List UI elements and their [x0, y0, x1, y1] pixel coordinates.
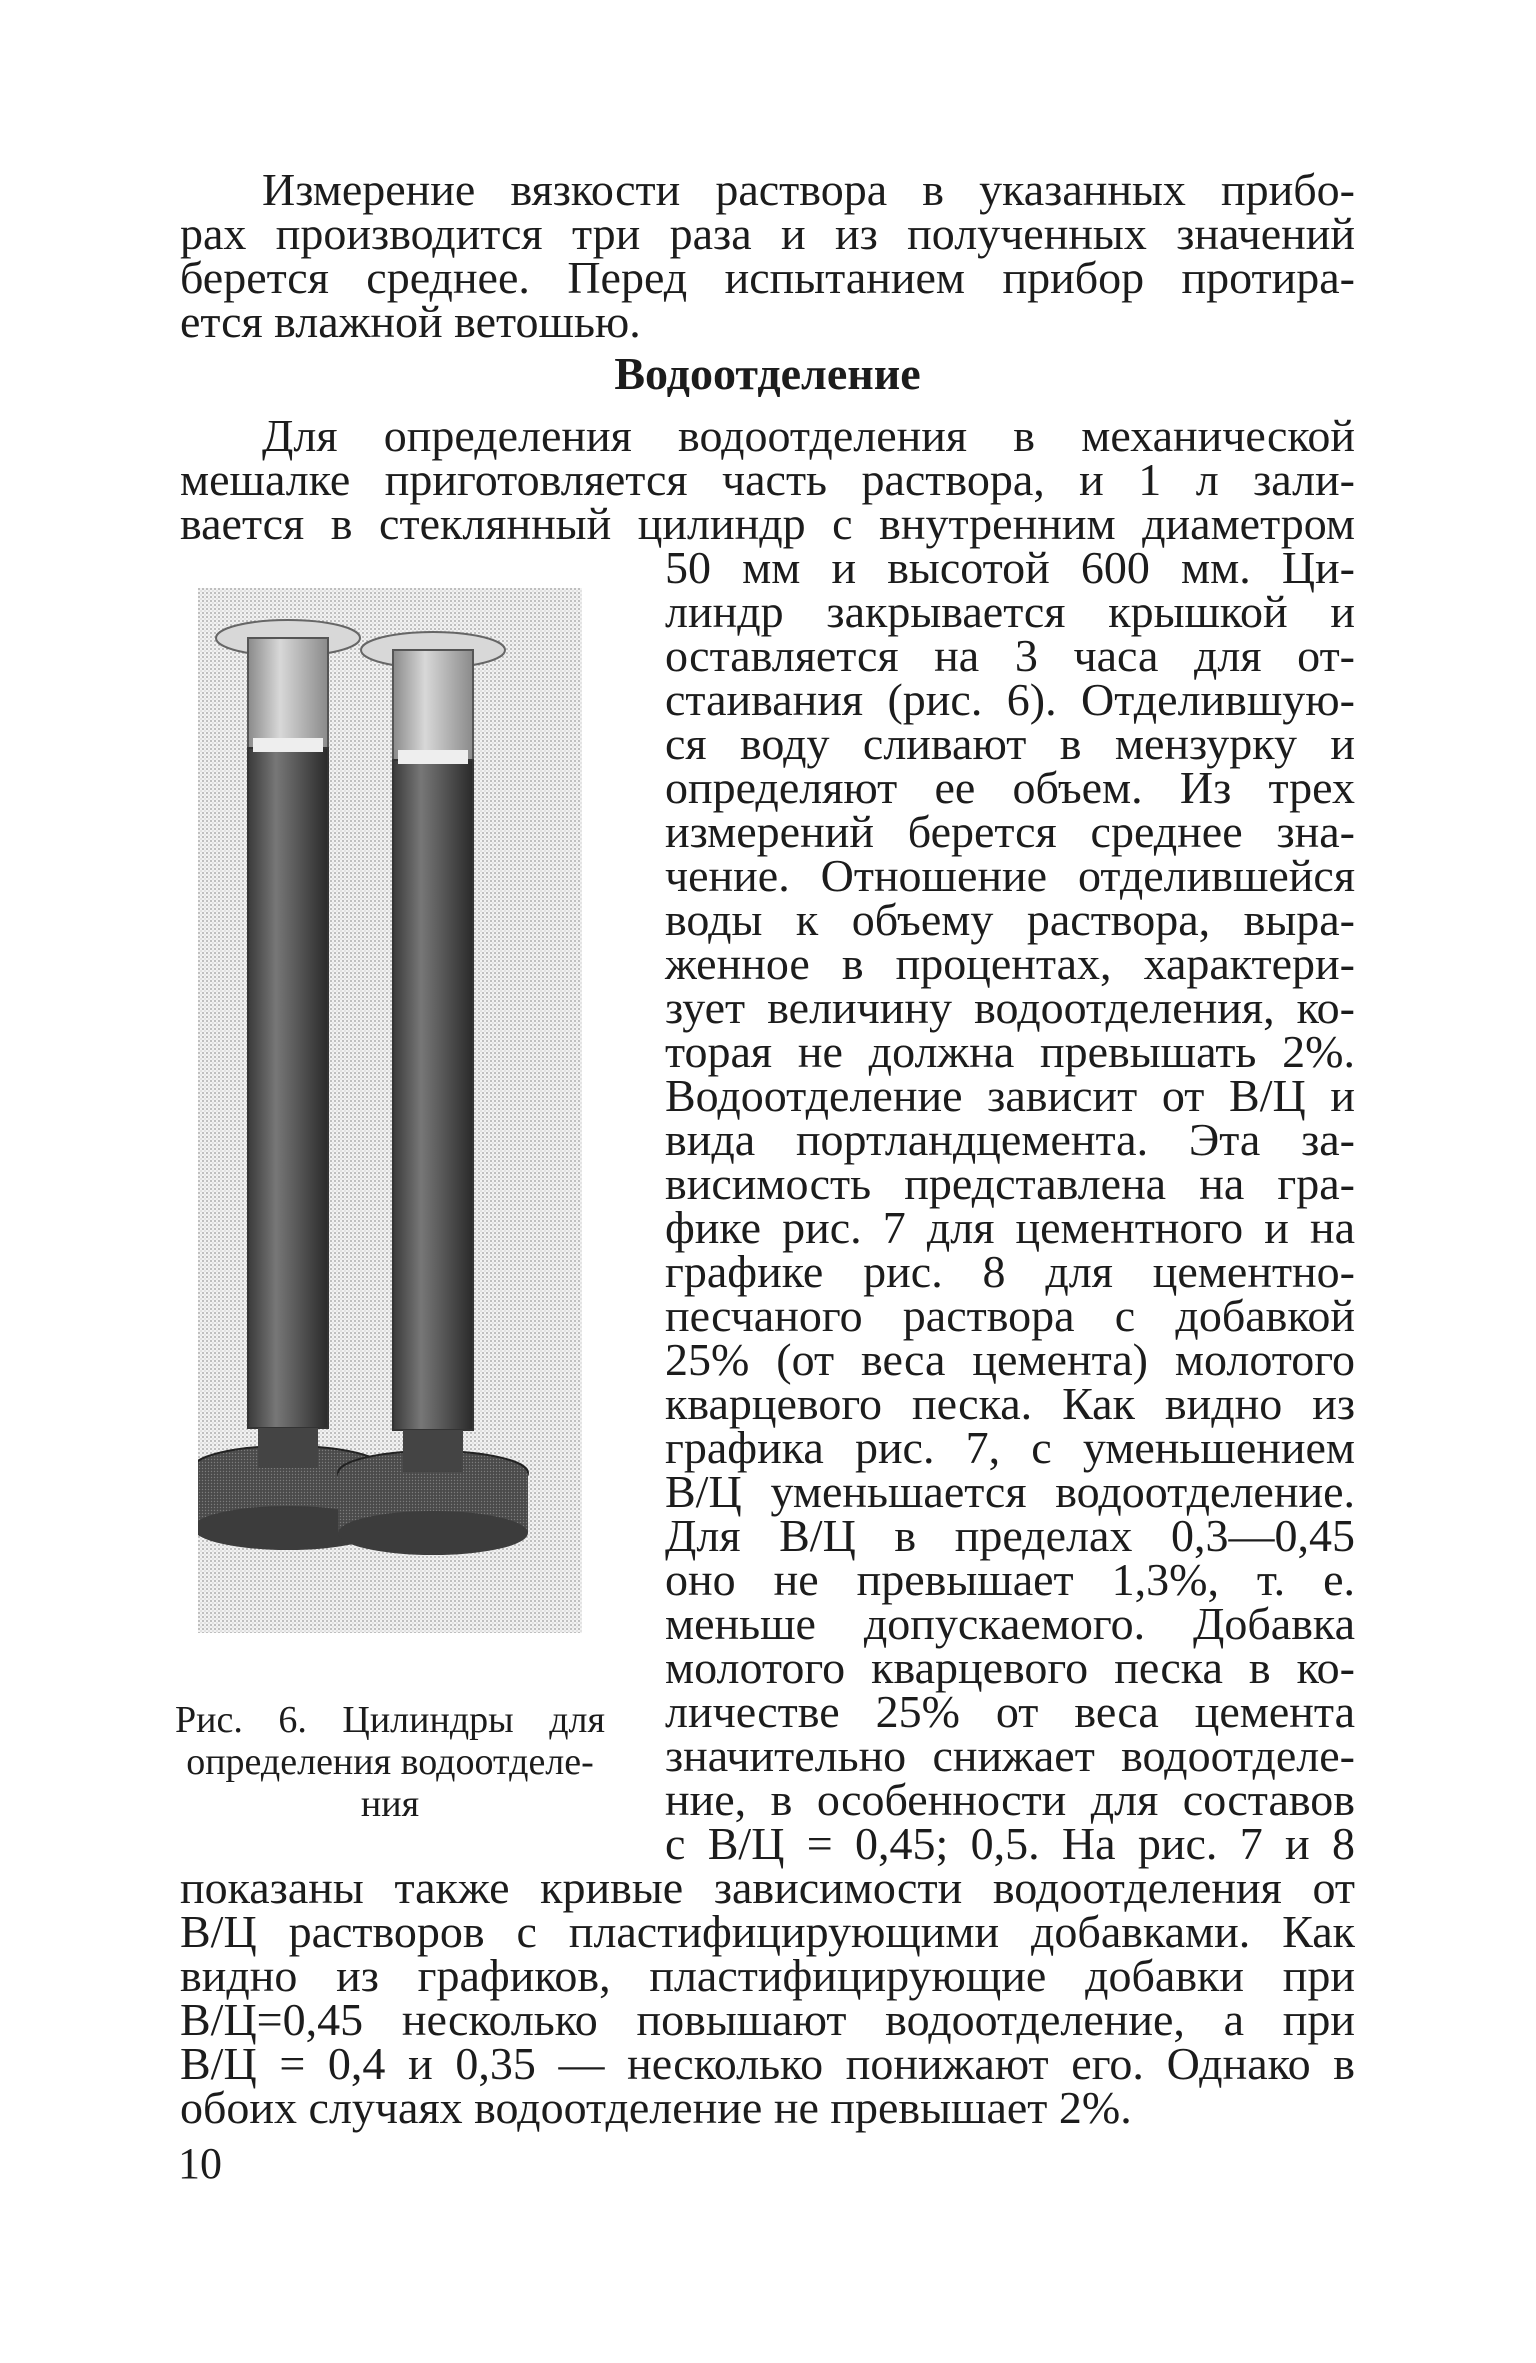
text-line: В/Ц уменьшается водоотделение. — [665, 1466, 1355, 1517]
cylinders-illustration — [198, 588, 582, 1633]
text-line: молотого кварцевого песка в ко- — [665, 1642, 1355, 1693]
text-line: оно не превышает 1,3%, т. е. — [665, 1554, 1355, 1605]
figure-caption-line: определения водоотделе- — [186, 1741, 594, 1783]
text-line: видно из графиков, пластифицирующие добавки при — [180, 1950, 1355, 2001]
text-line: вается в стеклянный цилиндр с внутренним диаметром — [180, 498, 1355, 549]
text-line: с В/Ц = 0,45; 0,5. На рис. 7 и 8 — [665, 1818, 1355, 1869]
text-line: обоих случаях водоотделение не превышает 2%. — [180, 2082, 1132, 2133]
text-line: воды к объему раствора, выра- — [665, 894, 1355, 945]
text-line: измерений берется среднее зна- — [665, 806, 1355, 857]
text-line: ется влажной ветошью. — [180, 296, 641, 347]
text-line: Водоотделение зависит от В/Ц и — [665, 1070, 1355, 1121]
text-line: оставляется на 3 часа для от- — [665, 630, 1355, 681]
text-line: Для В/Ц в пределах 0,3—0,45 — [665, 1510, 1355, 1561]
text-line: Для определения водоотделения в механической — [262, 410, 1355, 461]
text-line: определяют ее объем. Из трех — [665, 762, 1355, 813]
text-line: линдр закрывается крышкой и — [665, 586, 1355, 637]
figure-caption-line: ния — [360, 1783, 420, 1825]
text-line: женное в процентах, характери- — [665, 938, 1355, 989]
text-line: рах производится три раза и из полученных значений — [180, 208, 1355, 259]
text-line: показаны также кривые зависимости водоотделения от — [180, 1862, 1355, 1913]
text-line: Измерение вязкости раствора в указанных прибо- — [262, 164, 1355, 215]
text-line: ние, в особенности для составов — [665, 1774, 1355, 1825]
page-number: 10 — [178, 2139, 222, 2188]
figure-caption-line: Рис. 6. Цилиндры для — [175, 1699, 605, 1741]
text-line: значительно снижает водоотделе- — [665, 1730, 1355, 1781]
text-line: вида портландцемента. Эта за- — [665, 1114, 1355, 1165]
text-line: чение. Отношение отделившейся — [665, 850, 1355, 901]
text-line: берется среднее. Перед испытанием прибор протира- — [180, 252, 1355, 303]
text-line: зует величину водоотделения, ко- — [665, 982, 1355, 1033]
text-line: фике рис. 7 для цементного и на — [665, 1202, 1355, 1253]
text-line: В/Ц растворов с пластифицирующими добавками. Как — [180, 1906, 1355, 1957]
text-line: ся воду сливают в мензурку и — [665, 718, 1355, 769]
text-line: личестве 25% от веса цемента — [665, 1686, 1355, 1737]
text-line: графике рис. 8 для цементно- — [665, 1246, 1355, 1297]
text-line: стаивания (рис. 6). Отделившую- — [665, 674, 1355, 725]
section-heading: Водоотделение — [614, 348, 921, 399]
text-line: графика рис. 7, с уменьшением — [665, 1422, 1355, 1473]
text-line: торая не должна превышать 2%. — [665, 1026, 1355, 1077]
text-line: меньше допускаемого. Добавка — [665, 1598, 1355, 1649]
text-line: висимость представлена на гра- — [665, 1158, 1355, 1209]
text-line: мешалке приготовляется часть раствора, и 1 л зали- — [180, 454, 1355, 505]
text-line: кварцевого песка. Как видно из — [665, 1378, 1355, 1429]
text-line: 50 мм и высотой 600 мм. Ци- — [665, 542, 1355, 593]
text-line: В/Ц = 0,4 и 0,35 — несколько понижают его. Однако в — [180, 2038, 1355, 2089]
text-line: 25% (от веса цемента) молотого — [665, 1334, 1355, 1385]
text-line: песчаного раствора с добавкой — [665, 1290, 1355, 1341]
figure-6-photo — [198, 588, 582, 1633]
text-line: В/Ц=0,45 несколько повышают водоотделение, а при — [180, 1994, 1355, 2045]
